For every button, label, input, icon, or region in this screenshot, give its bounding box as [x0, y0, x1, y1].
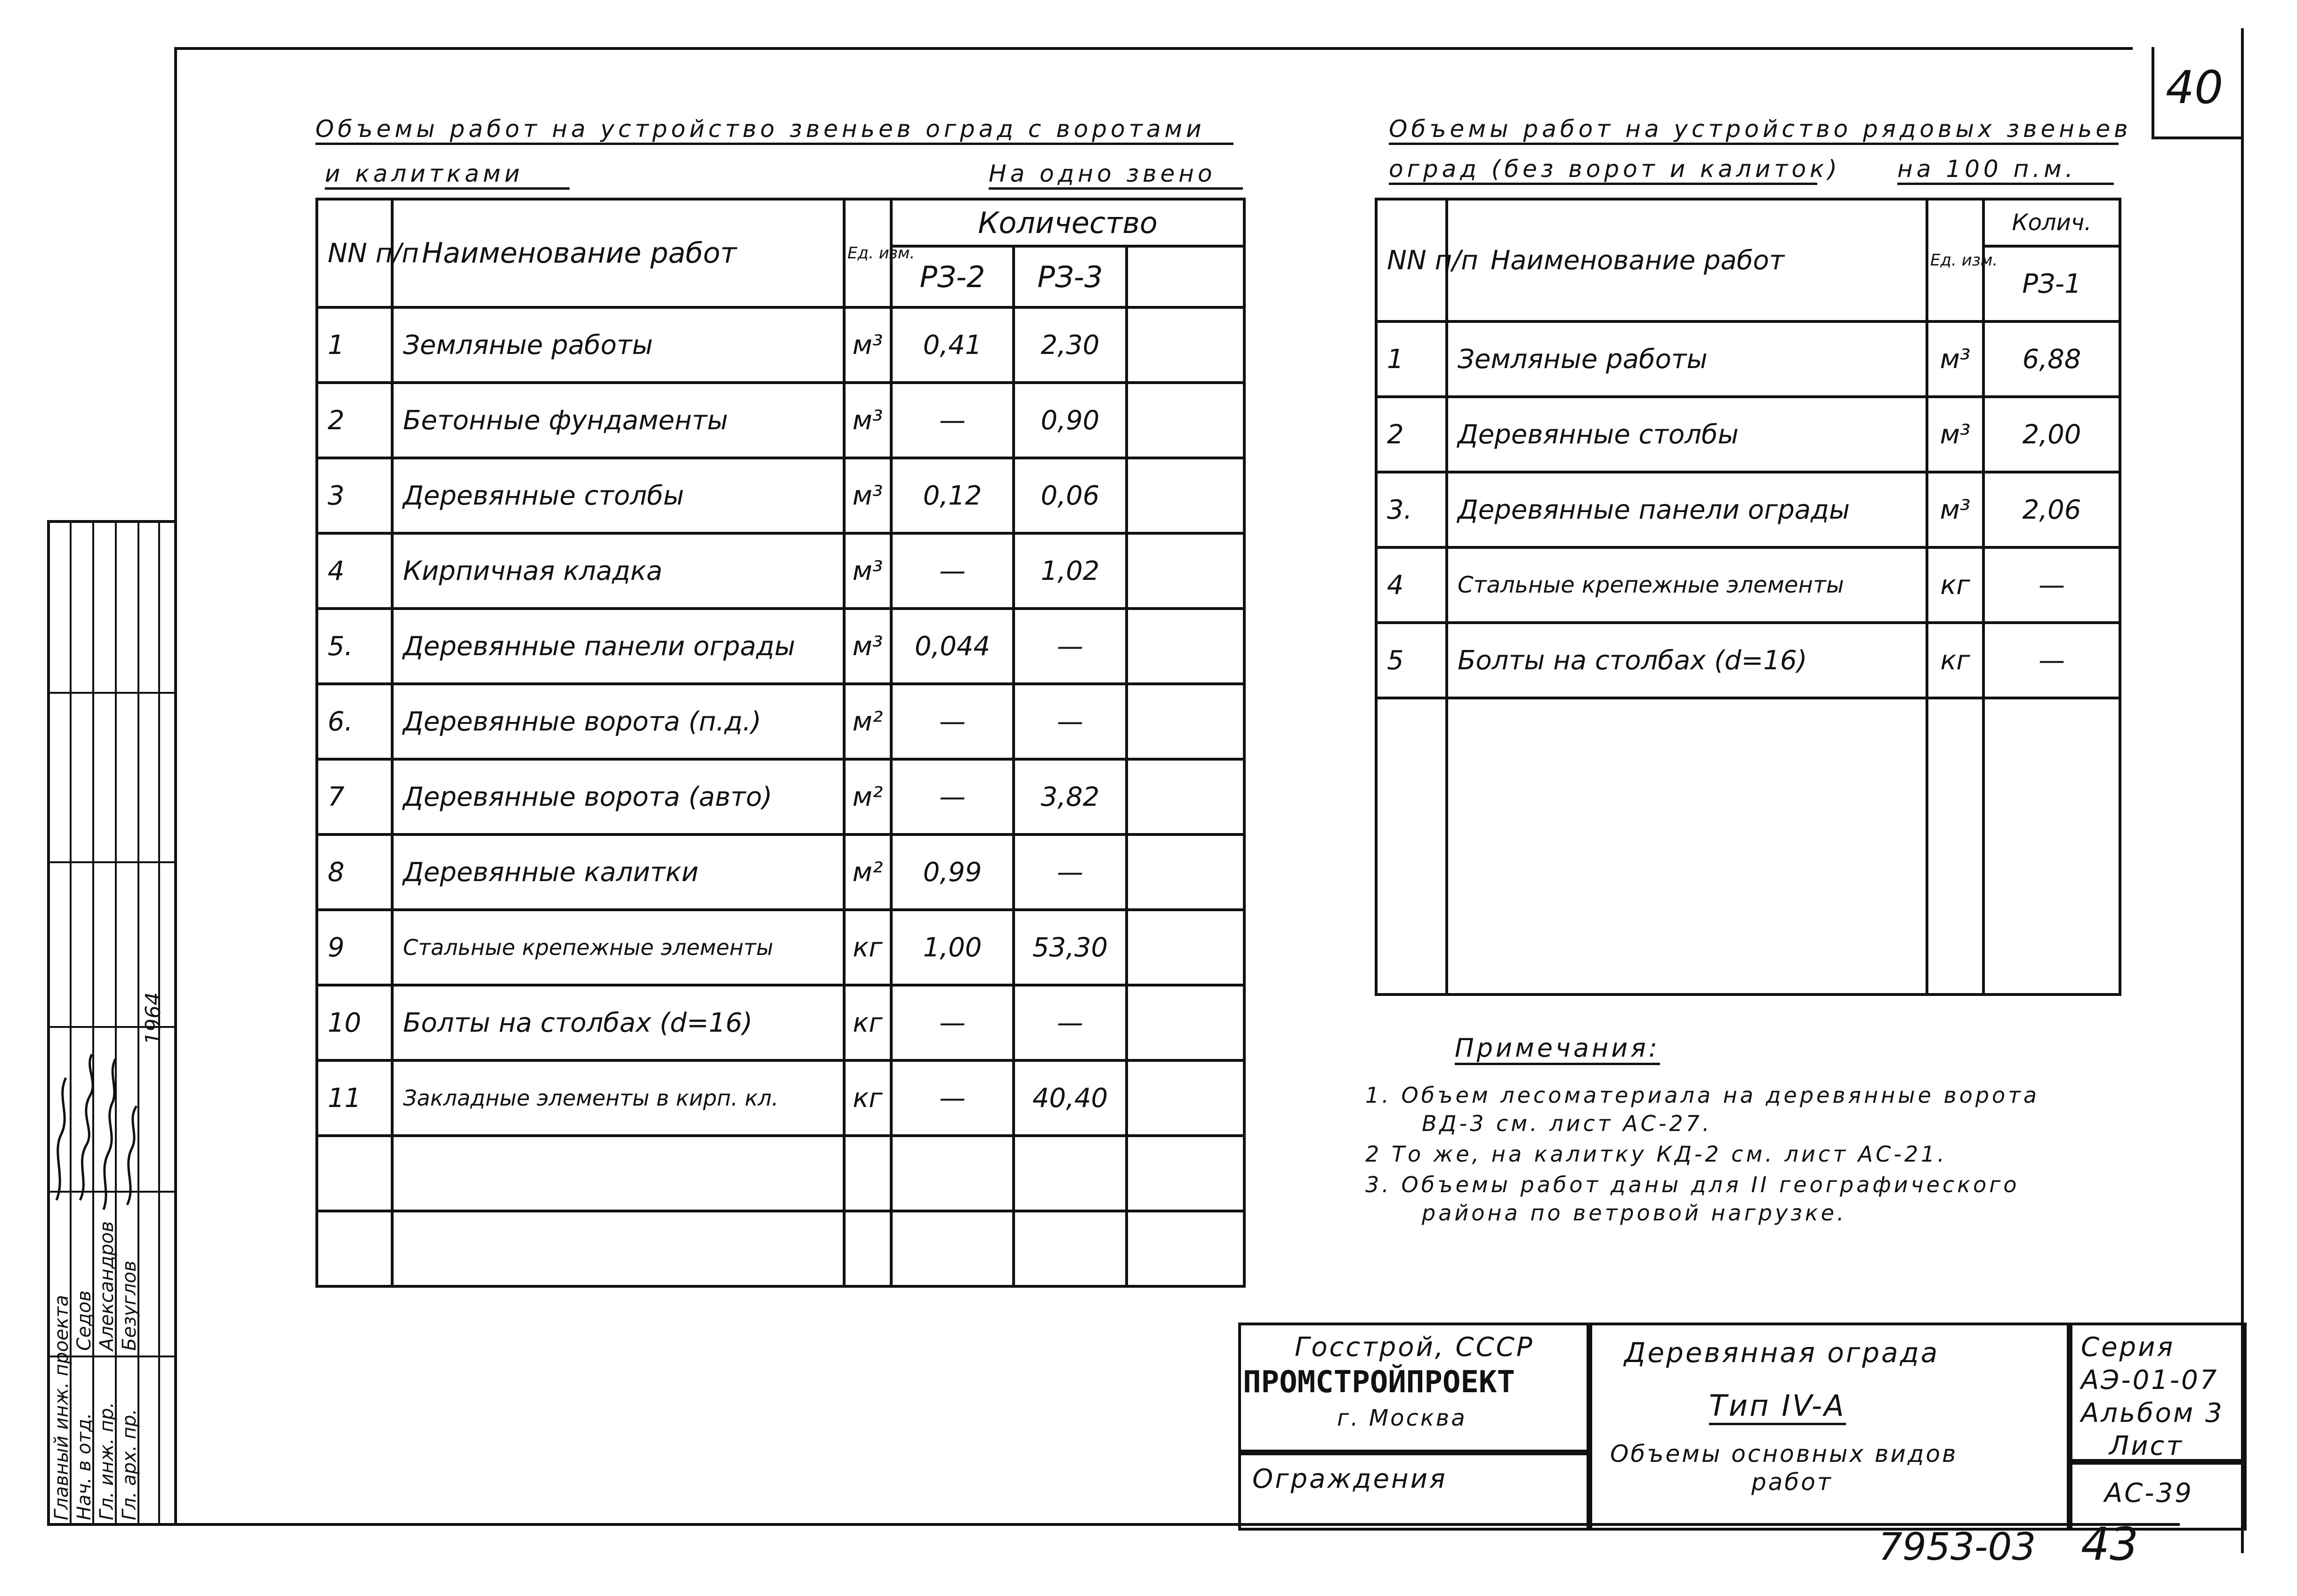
row-unit: кг	[1927, 547, 1983, 623]
row-val-a: 2,06	[1983, 472, 2120, 547]
row-unit: кг	[1927, 623, 1983, 698]
row-unit: м²	[844, 834, 891, 910]
row-empty	[1127, 985, 1244, 1060]
row-val-a: —	[1983, 623, 2120, 698]
header-col-b: РЗ-3	[1014, 246, 1127, 307]
stamp-title4: работ	[1751, 1468, 1833, 1496]
sidebar-name: Седов	[73, 1290, 95, 1351]
row-val-a: 2,00	[1983, 397, 2120, 472]
row-empty	[317, 1136, 392, 1211]
row-unit: м³	[844, 609, 891, 684]
page-number: 40	[2166, 61, 2224, 114]
row-empty	[1127, 307, 1244, 383]
left-table-title-line2: и калитками	[325, 160, 570, 190]
row-unit: кг	[844, 1060, 891, 1136]
sidebar-name: Безуглов	[119, 1260, 140, 1351]
note-line: района по ветровой нагрузке.	[1422, 1200, 1847, 1226]
row-n: 1	[1376, 321, 1447, 397]
row-val-a: —	[891, 684, 1014, 759]
row-n: 7	[317, 759, 392, 834]
row-empty	[1127, 383, 1244, 458]
header-empty	[1127, 246, 1244, 307]
row-unit: м²	[844, 759, 891, 834]
header-unit: Ед. изм.	[844, 199, 891, 307]
row-n: 3.	[1376, 472, 1447, 547]
row-val-b: —	[1014, 684, 1127, 759]
row-empty	[1127, 684, 1244, 759]
sidebar-hline	[47, 861, 177, 863]
row-n: 2	[1376, 397, 1447, 472]
row-name: Деревянные столбы	[392, 458, 844, 533]
row-empty	[1376, 698, 1447, 994]
row-n: 10	[317, 985, 392, 1060]
row-name: Болты на столбах (d=16)	[1447, 623, 1927, 698]
stamp-sheet: АС-39	[2104, 1478, 2193, 1508]
row-empty	[1014, 1136, 1127, 1211]
row-unit: м²	[844, 684, 891, 759]
row-val-a: —	[1983, 547, 2120, 623]
header-qty: Колич.	[1983, 199, 2120, 246]
right-table-unit-note: на 100 п.м.	[1897, 155, 2114, 185]
row-unit: м³	[1927, 321, 1983, 397]
row-empty	[891, 1211, 1014, 1286]
row-empty	[1127, 759, 1244, 834]
row-name: Земляные работы	[392, 307, 844, 383]
row-empty	[1014, 1211, 1127, 1286]
row-n: 6.	[317, 684, 392, 759]
stamp-org-line2: ПРОМСТРОЙПРОЕКТ	[1243, 1365, 1515, 1400]
sidebar-hline	[47, 692, 177, 694]
row-n: 5	[1376, 623, 1447, 698]
row-n: 11	[317, 1060, 392, 1136]
row-unit: м³	[844, 383, 891, 458]
header-name: Наименование работ	[392, 199, 844, 307]
sidebar-role: Нач. в отд.	[73, 1412, 95, 1520]
row-name: Деревянные столбы	[1447, 397, 1927, 472]
row-val-a: —	[891, 759, 1014, 834]
row-val-b: —	[1014, 609, 1127, 684]
row-empty	[392, 1136, 844, 1211]
row-val-a: —	[891, 1060, 1014, 1136]
row-val-b: 2,30	[1014, 307, 1127, 383]
stamp-title3: Объемы основных видов	[1610, 1440, 1958, 1468]
row-val-b: 0,90	[1014, 383, 1127, 458]
stamp-section: Ограждения	[1252, 1464, 1447, 1494]
row-unit: м³	[1927, 397, 1983, 472]
left-table-unit-note: На одно звено	[989, 160, 1243, 190]
sidebar-frame-top	[47, 520, 177, 523]
row-name: Стальные крепежные элементы	[1447, 547, 1927, 623]
sidebar-name: Александров	[96, 1221, 118, 1351]
row-n: 1	[317, 307, 392, 383]
stamp-album: Альбом 3	[2081, 1398, 2224, 1428]
row-unit: кг	[844, 985, 891, 1060]
stamp-sheet-label: Лист	[2109, 1431, 2184, 1461]
row-unit: м³	[1927, 472, 1983, 547]
row-unit: м³	[844, 307, 891, 383]
row-val-a: —	[891, 533, 1014, 609]
notes-heading: Примечания:	[1455, 1033, 1660, 1065]
row-name: Деревянные ворота (авто)	[392, 759, 844, 834]
row-empty	[1127, 1060, 1244, 1136]
note-line: 3. Объемы работ даны для II географического	[1365, 1172, 2020, 1197]
row-val-b: 3,82	[1014, 759, 1127, 834]
row-val-b: —	[1014, 834, 1127, 910]
stamp-series-label: Серия	[2081, 1332, 2175, 1363]
row-val-a: —	[891, 383, 1014, 458]
row-unit: м³	[844, 533, 891, 609]
stamp-org-line3: г. Москва	[1337, 1405, 1467, 1431]
row-n: 9	[317, 910, 392, 985]
row-empty	[1927, 698, 1983, 994]
row-empty	[1127, 1136, 1244, 1211]
row-val-a: —	[891, 985, 1014, 1060]
stamp-title2: Тип IV-А	[1709, 1388, 1846, 1425]
row-name: Болты на столбах (d=16)	[392, 985, 844, 1060]
header-col-a: РЗ-1	[1983, 246, 2120, 321]
header-qty: Количество	[891, 199, 1244, 246]
row-n: 4	[317, 533, 392, 609]
header-nn: NN п/п	[1376, 199, 1447, 321]
right-table-title-line1: Объемы работ на устройство рядовых звеньев	[1389, 115, 2119, 145]
row-n: 3	[317, 458, 392, 533]
header-col-a: РЗ-2	[891, 246, 1014, 307]
row-name: Деревянные калитки	[392, 834, 844, 910]
row-unit: м³	[844, 458, 891, 533]
sidebar-year: 1964	[141, 992, 165, 1045]
row-val-a: 0,99	[891, 834, 1014, 910]
stamp-org-line1: Госстрой, СССР	[1295, 1332, 1534, 1363]
right-works-table	[1375, 198, 2121, 996]
row-name: Кирпичная кладка	[392, 533, 844, 609]
row-val-a: 6,88	[1983, 321, 2120, 397]
signature-scribbles	[47, 1012, 160, 1219]
row-empty	[317, 1211, 392, 1286]
row-name: Земляные работы	[1447, 321, 1927, 397]
frame-top	[174, 47, 2133, 50]
row-empty	[1127, 910, 1244, 985]
row-empty	[1983, 698, 2120, 994]
row-name: Закладные элементы в кирп. кл.	[392, 1060, 844, 1136]
sidebar-role: Главный инж. проекта	[51, 1295, 73, 1520]
row-empty	[891, 1136, 1014, 1211]
note-line: 1. Объем лесоматериала на деревянные ворота	[1365, 1083, 2040, 1108]
left-works-table	[315, 198, 1246, 1288]
row-name: Деревянные панели ограды	[392, 609, 844, 684]
sidebar-role: Гл. инж. пр.	[96, 1402, 118, 1520]
row-val-a: 0,044	[891, 609, 1014, 684]
stamp-series: АЭ-01-07	[2081, 1365, 2219, 1395]
bottom-number: 7953-03	[1878, 1525, 2036, 1569]
right-table-title-line2: оград (без ворот и калиток)	[1389, 155, 1817, 185]
row-val-a: 1,00	[891, 910, 1014, 985]
note-line: ВД-3 см. лист АС-27.	[1422, 1111, 1712, 1136]
row-empty	[1447, 698, 1927, 994]
row-empty	[1127, 1211, 1244, 1286]
row-name: Деревянные ворота (п.д.)	[392, 684, 844, 759]
row-name: Стальные крепежные элементы	[392, 910, 844, 985]
row-name: Деревянные панели ограды	[1447, 472, 1927, 547]
row-empty	[392, 1211, 844, 1286]
bottom-page: 43	[2081, 1518, 2139, 1571]
row-empty	[844, 1211, 891, 1286]
row-unit: кг	[844, 910, 891, 985]
row-empty	[1127, 834, 1244, 910]
stamp-title1: Деревянная ограда	[1624, 1337, 1940, 1369]
row-empty	[1127, 533, 1244, 609]
row-val-b: 1,02	[1014, 533, 1127, 609]
row-name: Бетонные фундаменты	[392, 383, 844, 458]
row-empty	[844, 1136, 891, 1211]
header-nn: NN п/п	[317, 199, 392, 307]
note-line: 2 То же, на калитку КД-2 см. лист АС-21.	[1365, 1141, 1947, 1167]
row-val-b: 40,40	[1014, 1060, 1127, 1136]
row-empty	[1127, 609, 1244, 684]
row-val-a: 0,12	[891, 458, 1014, 533]
header-name: Наименование работ	[1447, 199, 1927, 321]
row-n: 5.	[317, 609, 392, 684]
row-n: 4	[1376, 547, 1447, 623]
sidebar-role: Гл. арх. пр.	[119, 1409, 140, 1520]
header-unit: Ед. изм.	[1927, 199, 1983, 321]
row-n: 2	[317, 383, 392, 458]
row-val-b: 0,06	[1014, 458, 1127, 533]
row-empty	[1127, 458, 1244, 533]
frame-left	[174, 47, 177, 1525]
row-n: 8	[317, 834, 392, 910]
row-val-b: 53,30	[1014, 910, 1127, 985]
row-val-b: —	[1014, 985, 1127, 1060]
left-table-title-line1: Объемы работ на устройство звеньев оград с воротами	[315, 115, 1233, 145]
row-val-a: 0,41	[891, 307, 1014, 383]
